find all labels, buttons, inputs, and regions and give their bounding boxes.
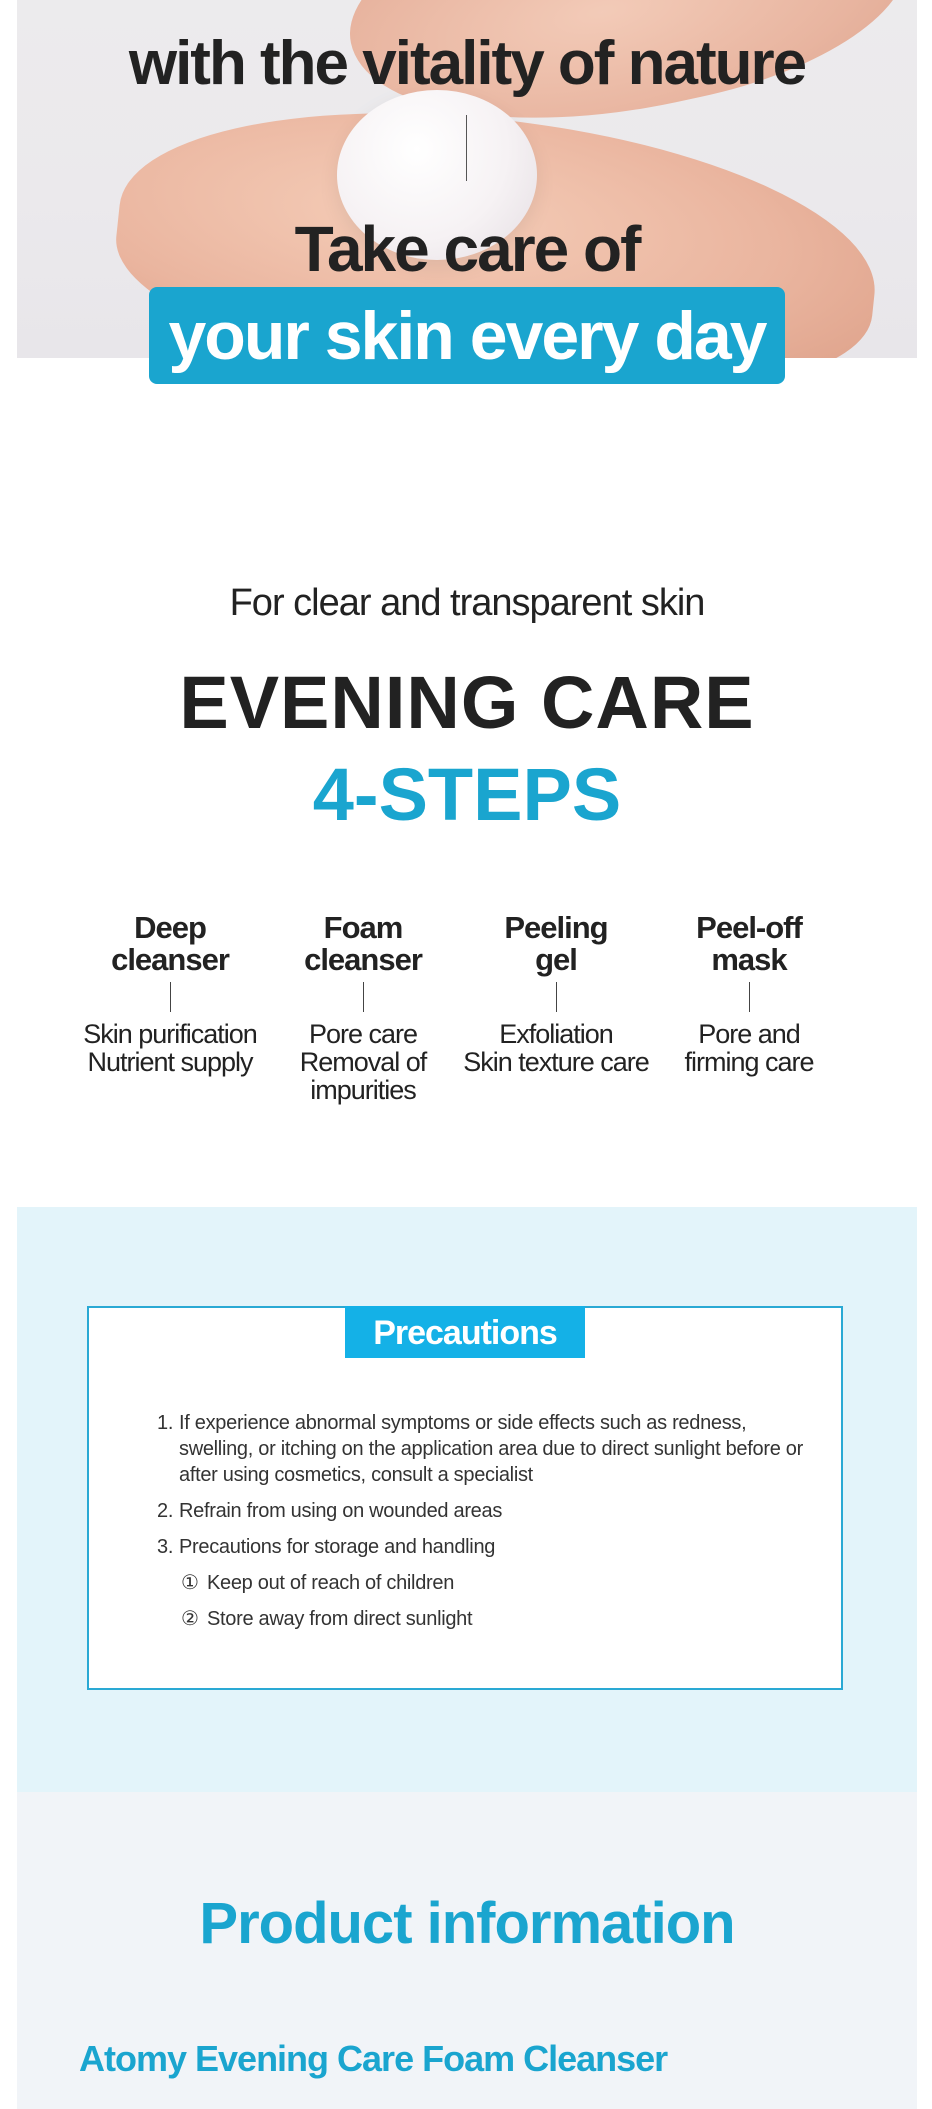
precautions-list (157, 1410, 817, 1642)
step-peeling-gel (458, 912, 654, 1076)
step-description: Skin purification Nutrient supply (83, 1019, 257, 1077)
precaution-item: 3. Precautions for storage and handling (157, 1536, 496, 1558)
step-peel-off-mask (651, 912, 847, 1076)
step-name: Peeling gel (504, 910, 608, 977)
precautions-tag (345, 1306, 585, 1358)
step-divider (363, 982, 364, 1012)
step-divider (556, 982, 557, 1012)
precaution-item: 1. If experience abnormal symptoms or side effects such as redness, swelling, or itching on the application area due to direct sunlight before or after using cosmetics, consult a specialist (157, 1412, 803, 1486)
precautions-title: Precautions (373, 1314, 557, 1352)
product-info-title: Product information (199, 1891, 735, 1956)
product-name: Atomy Evening Care Foam Cleanser (79, 2038, 668, 2079)
precaution-item: 2. Refrain from using on wounded areas (157, 1500, 503, 1522)
step-divider (170, 982, 171, 1012)
hero-highlight-text: your skin every day (168, 298, 766, 374)
hero-subheadline: Take care of (294, 213, 640, 285)
step-divider (749, 982, 750, 1012)
hero-headline: with the vitality of nature (128, 29, 806, 98)
care-steps (72, 912, 852, 1112)
hero-divider (466, 115, 467, 181)
precaution-sub-item: ② Store away from direct sunlight (181, 1608, 473, 1630)
step-name: Peel-off mask (696, 910, 802, 977)
step-foam-cleanser (265, 912, 461, 1104)
step-name: Foam cleanser (304, 910, 422, 977)
step-deep-cleanser (72, 912, 268, 1076)
evening-care-title: EVENING CARE (179, 661, 755, 744)
evening-care-intro: For clear and transparent skin (229, 582, 705, 624)
step-description: Pore care Removal of impurities (299, 1019, 427, 1105)
hero-highlight-box (149, 287, 785, 384)
evening-care-subtitle: 4-STEPS (312, 753, 622, 836)
step-name: Deep cleanser (111, 910, 229, 977)
page (17, 0, 917, 2109)
step-description: Exfoliation Skin texture care (463, 1019, 649, 1077)
precaution-sub-item: ① Keep out of reach of children (181, 1572, 455, 1594)
step-description: Pore and firming care (684, 1019, 814, 1077)
